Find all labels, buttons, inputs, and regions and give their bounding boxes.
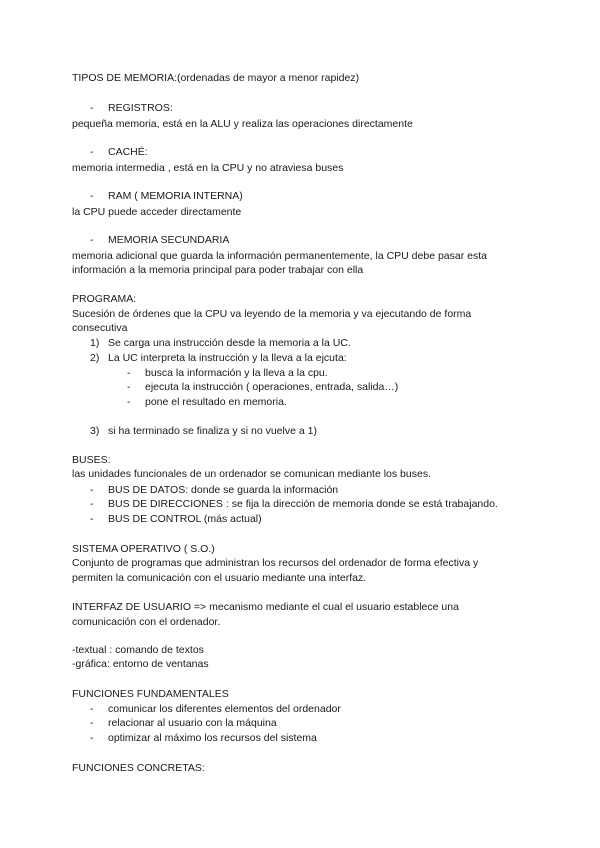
fundamentales-heading: FUNCIONES FUNDAMENTALES — [72, 688, 229, 700]
step-text: La UC interpreta la instrucción y la lleva a la ejcuta: — [108, 352, 347, 364]
substep-text: busca la información y la lleva a la cpu. — [145, 367, 328, 379]
programa-heading: PROGRAMA: — [72, 293, 137, 305]
step-number: 1) — [90, 337, 100, 349]
programa-desc-line2: consecutiva — [72, 322, 128, 334]
bus-item: BUS DE DIRECCIONES : se fija la dirección de memoria donde se está trabajando. — [108, 498, 498, 510]
so-desc-line1: Conjunto de programas que administran los recursos del ordenador de forma efectiva y — [72, 557, 479, 569]
bullet-dash: - — [90, 703, 94, 715]
so-heading: SISTEMA OPERATIVO ( S.O.) — [72, 543, 215, 555]
tipos-memoria-heading: TIPOS DE MEMORIA:(ordenadas de mayor a menor rapidez) — [72, 72, 360, 84]
bullet-dash: - — [90, 190, 94, 202]
bullet-dash: - — [90, 234, 94, 246]
interfaz-line1: INTERFAZ DE USUARIO => mecanismo mediante el cual el usuario establece una — [72, 601, 459, 613]
bus-item: BUS DE DATOS: donde se guarda la información — [108, 484, 339, 496]
bus-item: BUS DE CONTROL (más actual) — [108, 513, 262, 525]
bullet-dash: - — [127, 381, 131, 393]
secundaria-desc-line1: memoria adicional que guarda la información permanentemente, la CPU debe pasar esta — [72, 250, 487, 262]
secundaria-desc-line2: información a la memoria principal para poder trabajar con ella — [72, 264, 364, 276]
ram-desc: la CPU puede acceder directamente — [72, 206, 242, 218]
interfaz-grafica: -gráfica: entorno de ventanas — [72, 658, 209, 670]
bullet-dash: - — [127, 367, 131, 379]
registros-title: REGISTROS: — [108, 102, 173, 114]
step-number: 3) — [90, 425, 100, 437]
buses-heading: BUSES: — [72, 454, 111, 466]
cache-title: CACHÉ: — [108, 146, 148, 158]
buses-desc: las unidades funcionales de un ordenador se comunican mediante los buses. — [72, 468, 431, 480]
bullet-dash: - — [90, 513, 94, 525]
bullet-dash: - — [90, 498, 94, 510]
concretas-heading: FUNCIONES CONCRETAS: — [72, 762, 205, 774]
step-number: 2) — [90, 352, 100, 364]
substep-text: pone el resultado en memoria. — [145, 396, 287, 408]
bullet-dash: - — [90, 732, 94, 744]
bullet-dash: - — [90, 146, 94, 158]
step-text: si ha terminado se finaliza y si no vuelve a 1) — [108, 425, 317, 437]
interfaz-line2: comunicación con el ordenador. — [72, 616, 221, 628]
step-text: Se carga una instrucción desde la memoria a la UC. — [108, 337, 351, 349]
ram-title: RAM ( MEMORIA INTERNA) — [108, 190, 243, 202]
bullet-dash: - — [127, 396, 131, 408]
fundamental-item: comunicar los diferentes elementos del ordenador — [108, 703, 341, 715]
bullet-dash: - — [90, 717, 94, 729]
secundaria-title: MEMORIA SECUNDARIA — [108, 234, 230, 246]
bullet-dash: - — [90, 102, 94, 114]
so-desc-line2: permiten la comunicación con el usuario mediante una interfaz. — [72, 572, 367, 584]
fundamental-item: relacionar al usuario con la máquina — [108, 717, 277, 729]
fundamental-item: optimizar al máximo los recursos del sistema — [108, 732, 317, 744]
cache-desc: memoria intermedia , está en la CPU y no atraviesa buses — [72, 162, 344, 174]
bullet-dash: - — [90, 484, 94, 496]
interfaz-textual: -textual : comando de textos — [72, 644, 204, 656]
registros-desc: pequeña memoria, está en la ALU y realiza las operaciones directamente — [72, 118, 413, 130]
programa-desc-line1: Sucesión de órdenes que la CPU va leyendo de la memoria y va ejecutando de forma — [72, 308, 472, 320]
substep-text: ejecuta la instrucción ( operaciones, entrada, salida…) — [145, 381, 399, 393]
